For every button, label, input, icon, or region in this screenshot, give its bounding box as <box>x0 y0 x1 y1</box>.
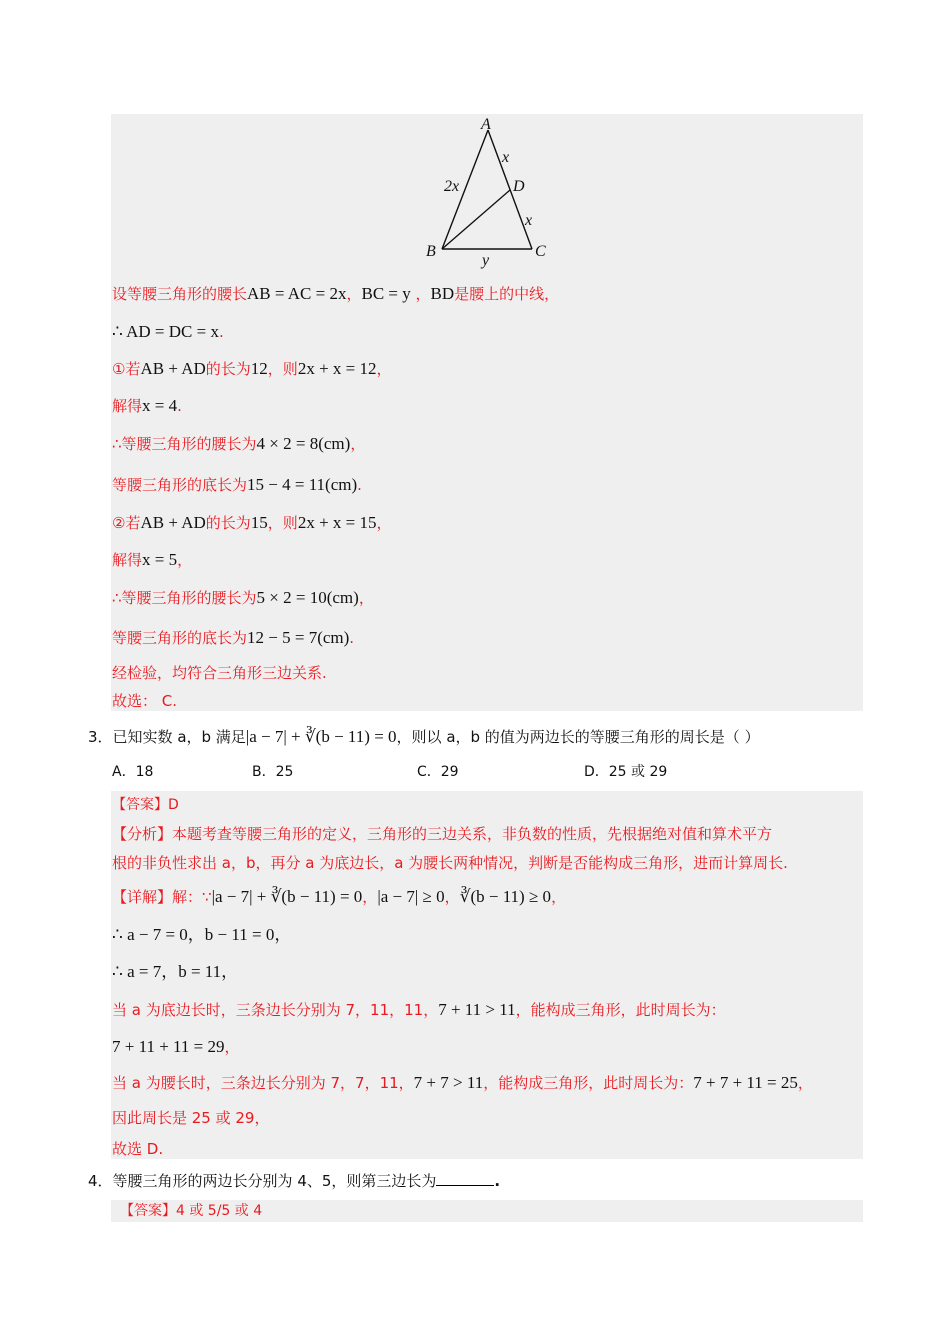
q3-case-1: 当 a 为底边长时，三条边长分别为 7，11，11，7 + 11 > 11，能构成三角形，此时周长为： <box>112 1000 726 1019</box>
label-ad: x <box>502 149 510 166</box>
q3-choice: 故选 D. <box>112 1140 164 1158</box>
q4-answer-blank[interactable] <box>436 1171 494 1186</box>
q4-answer: 【答案】4 或 5/5 或 4 <box>120 1203 263 1219</box>
q4-stem: 4．等腰三角形的两边长分别为 4、5，则第三边长为 . <box>88 1172 501 1190</box>
sol2-line-7: ②若AB + AD的长为15，则2x + x = 15， <box>112 513 392 532</box>
q3-stem: 3．已知实数 a，b 满足|a − 7| + ∛(b − 11) = 0，则以 a，b 的值为两边长的等腰三角形的周长是（ ） <box>88 727 760 746</box>
side-ac <box>488 130 532 249</box>
sol2-line-11: 经检验，均符合三角形三边关系. <box>112 664 327 682</box>
sol2-line-1: 设等腰三角形的腰长AB = AC = 2x，BC = y ，BD是腰上的中线， <box>112 284 560 303</box>
sol2-line-10: 等腰三角形的底长为12 − 5 = 7(cm). <box>112 628 355 647</box>
label-bc: y <box>482 252 490 269</box>
label-dc: x <box>525 212 533 229</box>
q3-option-a: A．18 <box>112 764 154 780</box>
q3-step-1: ∴ a − 7 = 0，b − 11 = 0， <box>112 925 292 944</box>
sol2-line-4: 解得x = 4. <box>112 396 182 415</box>
label-a: A <box>481 116 491 133</box>
sol2-line-9: ∴等腰三角形的腰长为5 × 2 = 10(cm)， <box>112 588 374 607</box>
sol2-line-2: ∴ AD = DC = x. <box>112 322 224 341</box>
label-c: C <box>535 243 546 260</box>
label-b: B <box>426 243 436 260</box>
sol2-line-8: 解得x = 5， <box>112 550 193 569</box>
q3-case-2: 当 a 为腰长时，三条边长分别为 7，7，11，7 + 7 > 11，能构成三角形，此时周长为：7 + 7 + 11 = 25， <box>112 1073 813 1092</box>
sol2-line-6: 等腰三角形的底长为15 − 4 = 11(cm). <box>112 475 362 494</box>
median-bd <box>442 190 510 249</box>
q3-case-1-sum: 7 + 11 + 11 = 29， <box>112 1037 240 1056</box>
q3-answer: 【答案】D <box>112 797 179 813</box>
q3-step-2: ∴ a = 7，b = 11， <box>112 962 239 981</box>
q3-option-c: C．29 <box>417 764 459 780</box>
q3-analysis-line-2: 根的非负性求出 a，b，再分 a 为底边长，a 为腰长两种情况，判断是否能构成三角形，进而计算周长. <box>112 854 788 872</box>
q3-analysis-line-1: 【分析】本题考查等腰三角形的定义，三角形的三边关系，非负数的性质，先根据绝对值和算术平方 <box>112 825 773 843</box>
q3-option-b: B．25 <box>252 764 294 780</box>
triangle-figure <box>420 112 560 270</box>
q3-option-d: D．25 或 29 <box>584 764 668 780</box>
q3-detail-line: 【详解】解：∵|a − 7| + ∛(b − 11) = 0，|a − 7| ≥ 0，∛(b − 11) ≥ 0， <box>112 887 567 906</box>
q3-conclusion: 因此周长是 25 或 29， <box>112 1109 270 1127</box>
sol2-line-12: 故选： C. <box>112 692 178 710</box>
sol2-line-5: ∴等腰三角形的腰长为4 × 2 = 8(cm)， <box>112 434 366 453</box>
label-ab: 2x <box>444 178 460 195</box>
sol2-line-3: ①若AB + AD的长为12，则2x + x = 12， <box>112 359 392 378</box>
label-d: D <box>513 178 525 195</box>
